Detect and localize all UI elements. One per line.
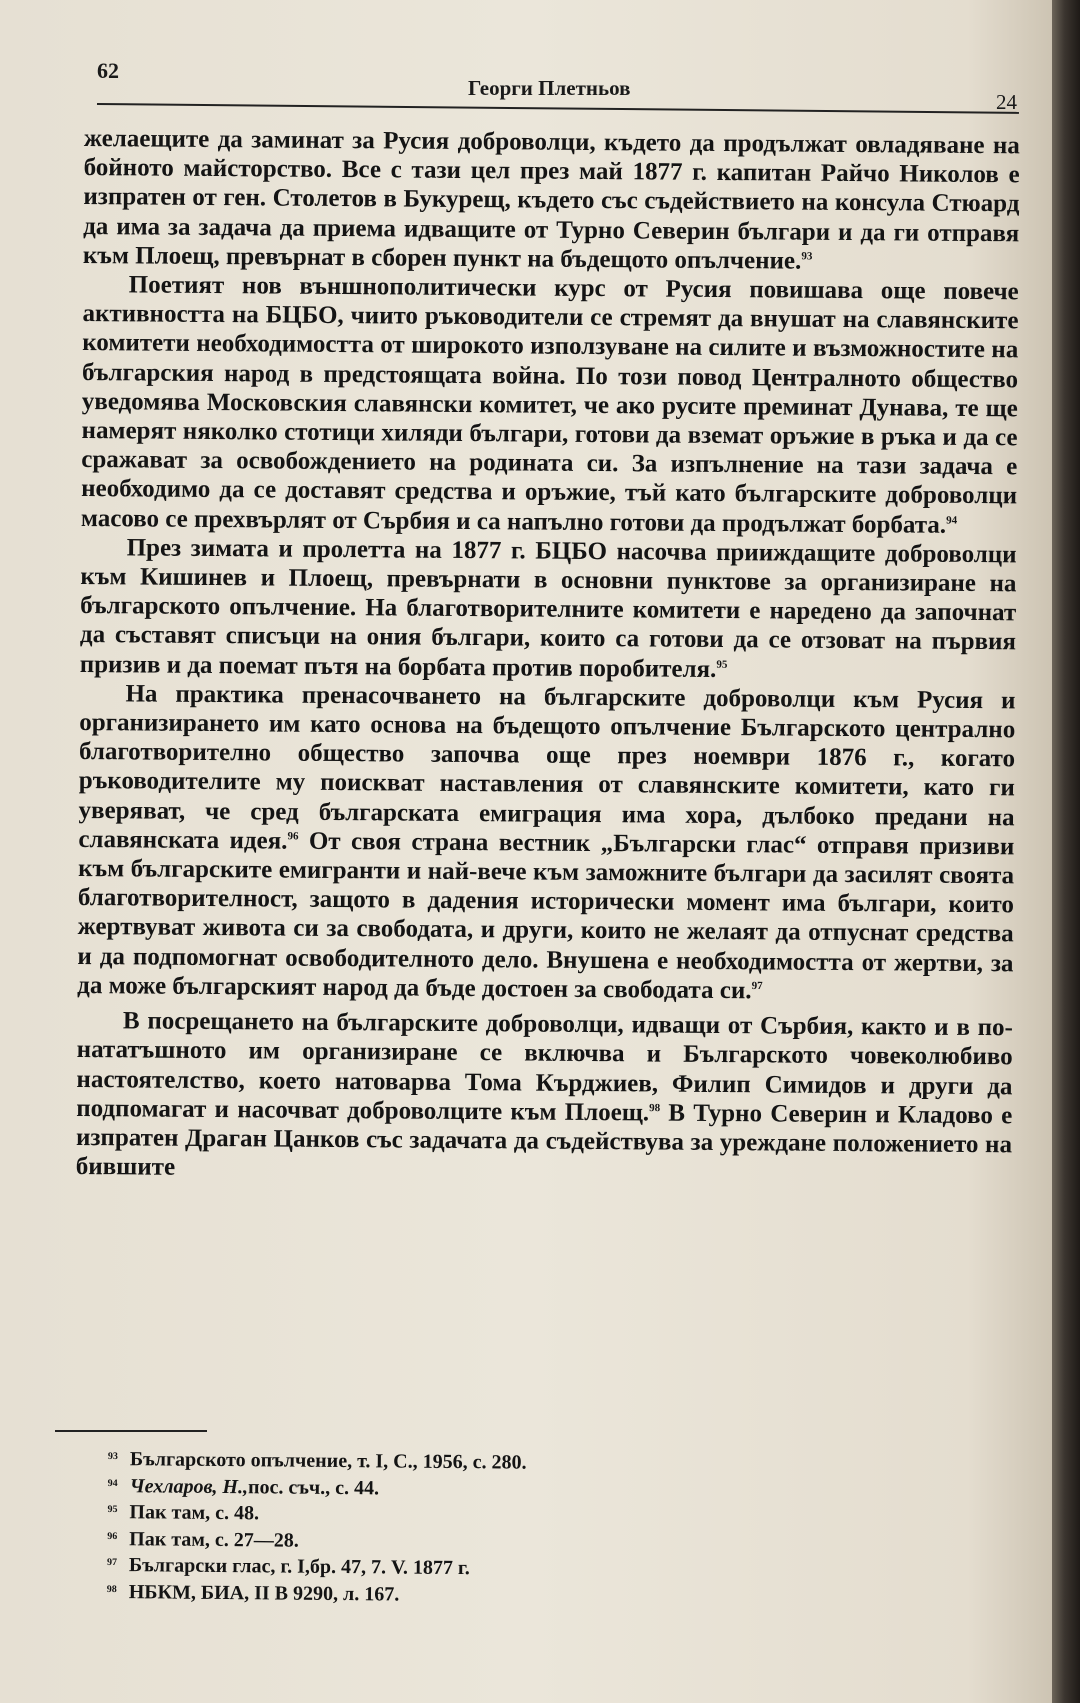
footnote-number: 94 [107, 1477, 118, 1489]
footnote-number: 97 [106, 1556, 118, 1569]
page-number: 62 [97, 58, 119, 83]
footnote-number: 96 [107, 1530, 118, 1542]
paragraph-text: желаещите да заминат за Русия доброволци, където да продължат овладяване на бойното майсторство. Все с тази цел през май 1877 г. капитан Райчо Николов е изпратен от ген. Столетов в Букурещ, където със съдействието на консула Стюард да има за задача да приема идващите от Турно Северин българи и да ги отправя към Плоещ, превърнат в сборен пункт на бъдещото опълчение. [82, 124, 1020, 275]
stamp-number: 24 [996, 90, 1017, 114]
book-spine-edge [1052, 0, 1080, 1703]
paragraph-text: В Турно Северин и Кладово е изпратен Драган Цанков със задачата да съдействува за уреждане положението на бившите [75, 1099, 1013, 1181]
footnote [108, 1474, 527, 1504]
paragraph [80, 533, 1017, 686]
footnote [107, 1527, 526, 1557]
footnote-number: 95 [107, 1503, 118, 1516]
footnote-ref[interactable]: 98 [649, 1101, 661, 1114]
footnote-ref[interactable]: 97 [751, 979, 763, 992]
footnote-ref[interactable]: 94 [946, 514, 958, 527]
footnote-ref[interactable]: 96 [287, 830, 299, 843]
header-rule [97, 103, 1019, 114]
paragraph-text: В посрещането на българските доброволци, идващи от Сърбия, както и в по-нататъшното им организиране се включва и Българското човеколюбиво настоятелство, което натоварва Тома Кърджиев, Филип Симидов и други да подпомагат и насочват доброволците към Плоещ. [76, 1007, 1014, 1127]
footnote-ref[interactable]: 93 [801, 250, 813, 263]
footnote-text: Българското опълчение, т. I, С., 1956, с. 280. [129, 1448, 527, 1474]
footnote-text: НБКМ, БИА, II В 9290, л. 167. [128, 1580, 400, 1606]
running-title: Георги Плетньов [468, 76, 631, 100]
paragraph [81, 270, 1019, 540]
paragraph-text: На практика пренасочването на българските доброволци към Русия и организирането им като основа на бъдещото опълчение Българското централно благотворително общество започва още през ноември 1876 г., когато ръководителите му поискват наставления от славянските комитети, като ги уверяват, че сред българската емиграция има хора, дълбоко предани на славянската идея. [78, 680, 1016, 855]
paragraph [77, 679, 1015, 1008]
paragraph-text: От своя страна вестник „Български глас“ отправя призиви към българските емигранти и най-вече към заможните българи да засилят своята благотворителност, защото в дадения исторически момент има българи, които жертвуват живота си за свободата, и други, които не желаят да отпуснат средства и да подпомогнат освободителното дело. Внушена е необходимостта от жертви, за да може българският народ да бъде достоен за свободата си. [77, 827, 1015, 1005]
footnote-ref[interactable]: 95 [716, 658, 728, 671]
footnote-rule [55, 1430, 207, 1432]
footnotes [107, 1448, 527, 1611]
footnote-text: Български глас, г. I,бр. 47, 7. V. 1877 г. [128, 1554, 470, 1580]
paragraph-text: През зимата и пролетта на 1877 г. БЦБО насочва прииждащите доброволци към Кишинев и Плоещ, превърнати в основни пунктове за организиране на българското опълчение. На благотворителните комитети е наредено да започнат да съставят списъци на ония българи, които са готови да се отзоват на първия призив и да поемат пътя на борбата против поробителя. [79, 534, 1017, 683]
footnote-text: Пак там, с. 27—28. [129, 1527, 299, 1552]
paragraph [76, 1006, 1013, 1189]
footnote-text: пос. съч., с. 44. [247, 1475, 380, 1499]
footnote-text: Пак там, с. 48. [129, 1501, 260, 1525]
paragraph-text: Поетият нов външнополитически курс от Русия повишава още повече активността на БЦБО, чиито ръководители се стремят да внушат на славянските комитети необходимостта от широкото използуване на силите и възможностите на българския народ в предстоящата война. По този повод Централното общество уведомява Московския славянски комитет, че ако русите преминат Дунава, те ще намерят няколко стотици хиляди българи, готови да вземат оръжие в ръка и да се сражават за освобождението на родината си. За изпълнение на тази задача е необходимо да се доставят средства и оръжие, тъй като българските доброволци масово се прехвърлят от Сърбия и са напълно готови да продължат борбата. [80, 271, 1019, 539]
footnote [108, 1448, 527, 1478]
footnote-number: 98 [106, 1583, 117, 1595]
footnote [107, 1580, 526, 1610]
footnote-number: 93 [107, 1450, 118, 1463]
paragraph [83, 124, 1020, 277]
body-text [76, 124, 1020, 1189]
footnote [107, 1501, 526, 1531]
footnote-author: Чехларов, Н., [129, 1474, 249, 1498]
footnote [107, 1554, 526, 1584]
